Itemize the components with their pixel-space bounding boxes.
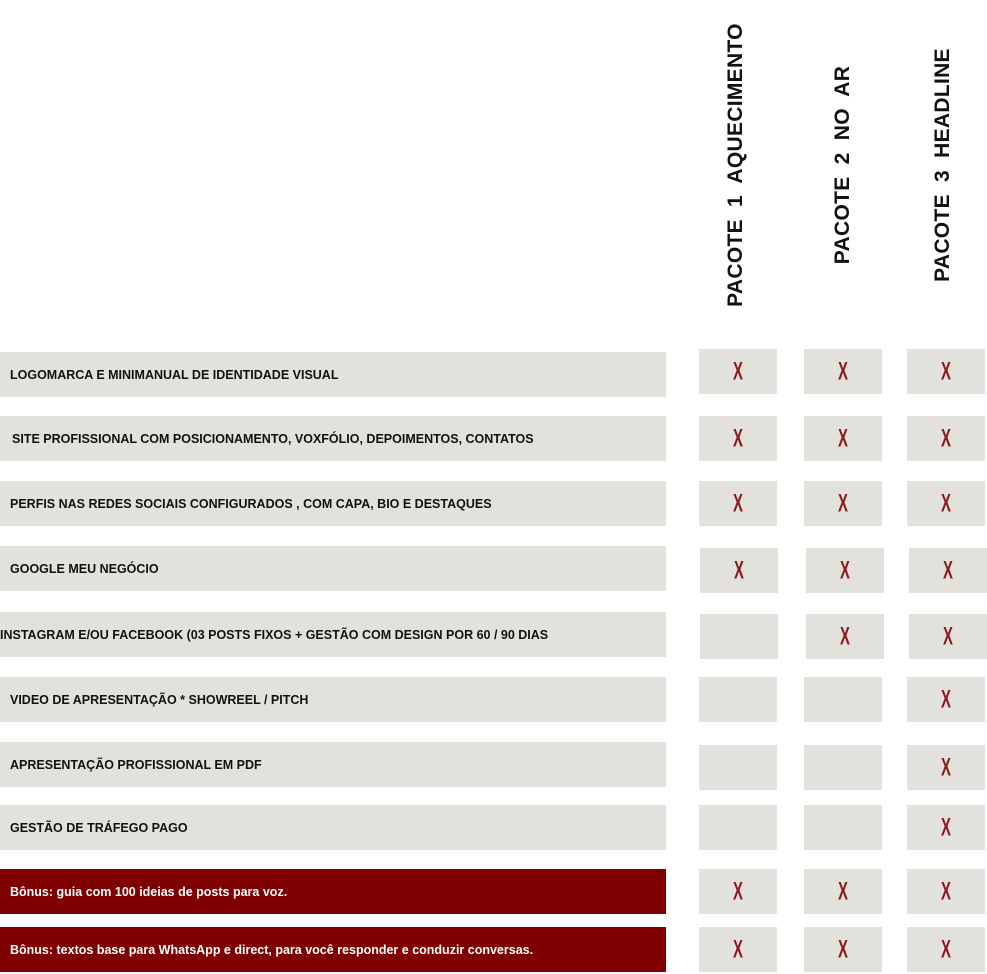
x-mark: X (733, 423, 743, 453)
x-mark: X (943, 555, 953, 585)
x-mark: X (941, 356, 951, 386)
feature-row-label: LOGOMARCA E MINIMANUAL DE IDENTIDADE VISUAL (0, 352, 666, 397)
check-cell (907, 481, 985, 526)
x-mark: X (941, 423, 951, 453)
x-mark: X (941, 934, 951, 964)
feature-row-label: APRESENTAÇÃO PROFISSIONAL EM PDF (0, 742, 666, 787)
x-mark: X (838, 423, 848, 453)
check-cell (907, 349, 985, 394)
x-mark: X (838, 356, 848, 386)
check-cell (699, 677, 777, 722)
check-cell (806, 548, 884, 593)
x-mark: X (941, 812, 951, 842)
x-mark: X (941, 488, 951, 518)
x-mark: X (941, 684, 951, 714)
check-cell (907, 416, 985, 461)
check-cell (806, 614, 884, 659)
check-cell (804, 677, 882, 722)
check-cell (804, 805, 882, 850)
check-cell (907, 927, 985, 972)
x-mark: X (733, 934, 743, 964)
check-cell (907, 745, 985, 790)
x-mark: X (840, 621, 850, 651)
feature-row-label: VIDEO DE APRESENTAÇÃO * SHOWREEL / PITCH (0, 677, 666, 722)
x-mark: X (838, 488, 848, 518)
x-mark: X (943, 621, 953, 651)
check-cell (804, 349, 882, 394)
column-header-pacote-3 (913, 0, 973, 330)
check-cell (699, 805, 777, 850)
column-header-pacote-1 (706, 0, 766, 330)
feature-row-label: PERFIS NAS REDES SOCIAIS CONFIGURADOS , COM CAPA, BIO E DESTAQUES (0, 481, 666, 526)
check-cell (907, 805, 985, 850)
column-header-label: PACOTE 1 AQUECIMENTO (724, 23, 748, 307)
check-cell (700, 614, 778, 659)
x-mark: X (733, 876, 743, 906)
x-mark: X (733, 356, 743, 386)
check-cell (804, 927, 882, 972)
check-cell (699, 745, 777, 790)
column-header-label: PACOTE 3 HEADLINE (931, 48, 955, 282)
check-cell (804, 416, 882, 461)
check-cell (804, 481, 882, 526)
check-cell (804, 745, 882, 790)
feature-row-label: SITE PROFISSIONAL COM POSICIONAMENTO, VOXFÓLIO, DEPOIMENTOS, CONTATOS (0, 416, 666, 461)
column-header-label: PACOTE 2 NO AR (831, 65, 855, 265)
column-header-pacote-2 (813, 0, 873, 330)
feature-row-label: GOOGLE MEU NEGÓCIO (0, 546, 666, 591)
x-mark: X (733, 488, 743, 518)
check-cell (699, 869, 777, 914)
check-cell (700, 548, 778, 593)
x-mark: X (941, 752, 951, 782)
check-cell (699, 349, 777, 394)
check-cell (909, 548, 987, 593)
x-mark: X (838, 876, 848, 906)
x-mark: X (838, 934, 848, 964)
x-mark: X (941, 876, 951, 906)
feature-row-label: GESTÃO DE TRÁFEGO PAGO (0, 805, 666, 850)
check-cell (907, 869, 985, 914)
x-mark: X (840, 555, 850, 585)
check-cell (909, 614, 987, 659)
check-cell (907, 677, 985, 722)
check-cell (699, 481, 777, 526)
bonus-row-label: Bônus: textos base para WhatsApp e direct, para você responder e conduzir conversas. (0, 927, 666, 972)
check-cell (699, 927, 777, 972)
bonus-row-label: Bônus: guia com 100 ideias de posts para voz. (0, 869, 666, 914)
feature-row-label: INSTAGRAM E/OU FACEBOOK (03 POSTS FIXOS + GESTÃO COM DESIGN POR 60 / 90 DIAS (0, 612, 666, 657)
check-cell (699, 416, 777, 461)
x-mark: X (734, 555, 744, 585)
check-cell (804, 869, 882, 914)
